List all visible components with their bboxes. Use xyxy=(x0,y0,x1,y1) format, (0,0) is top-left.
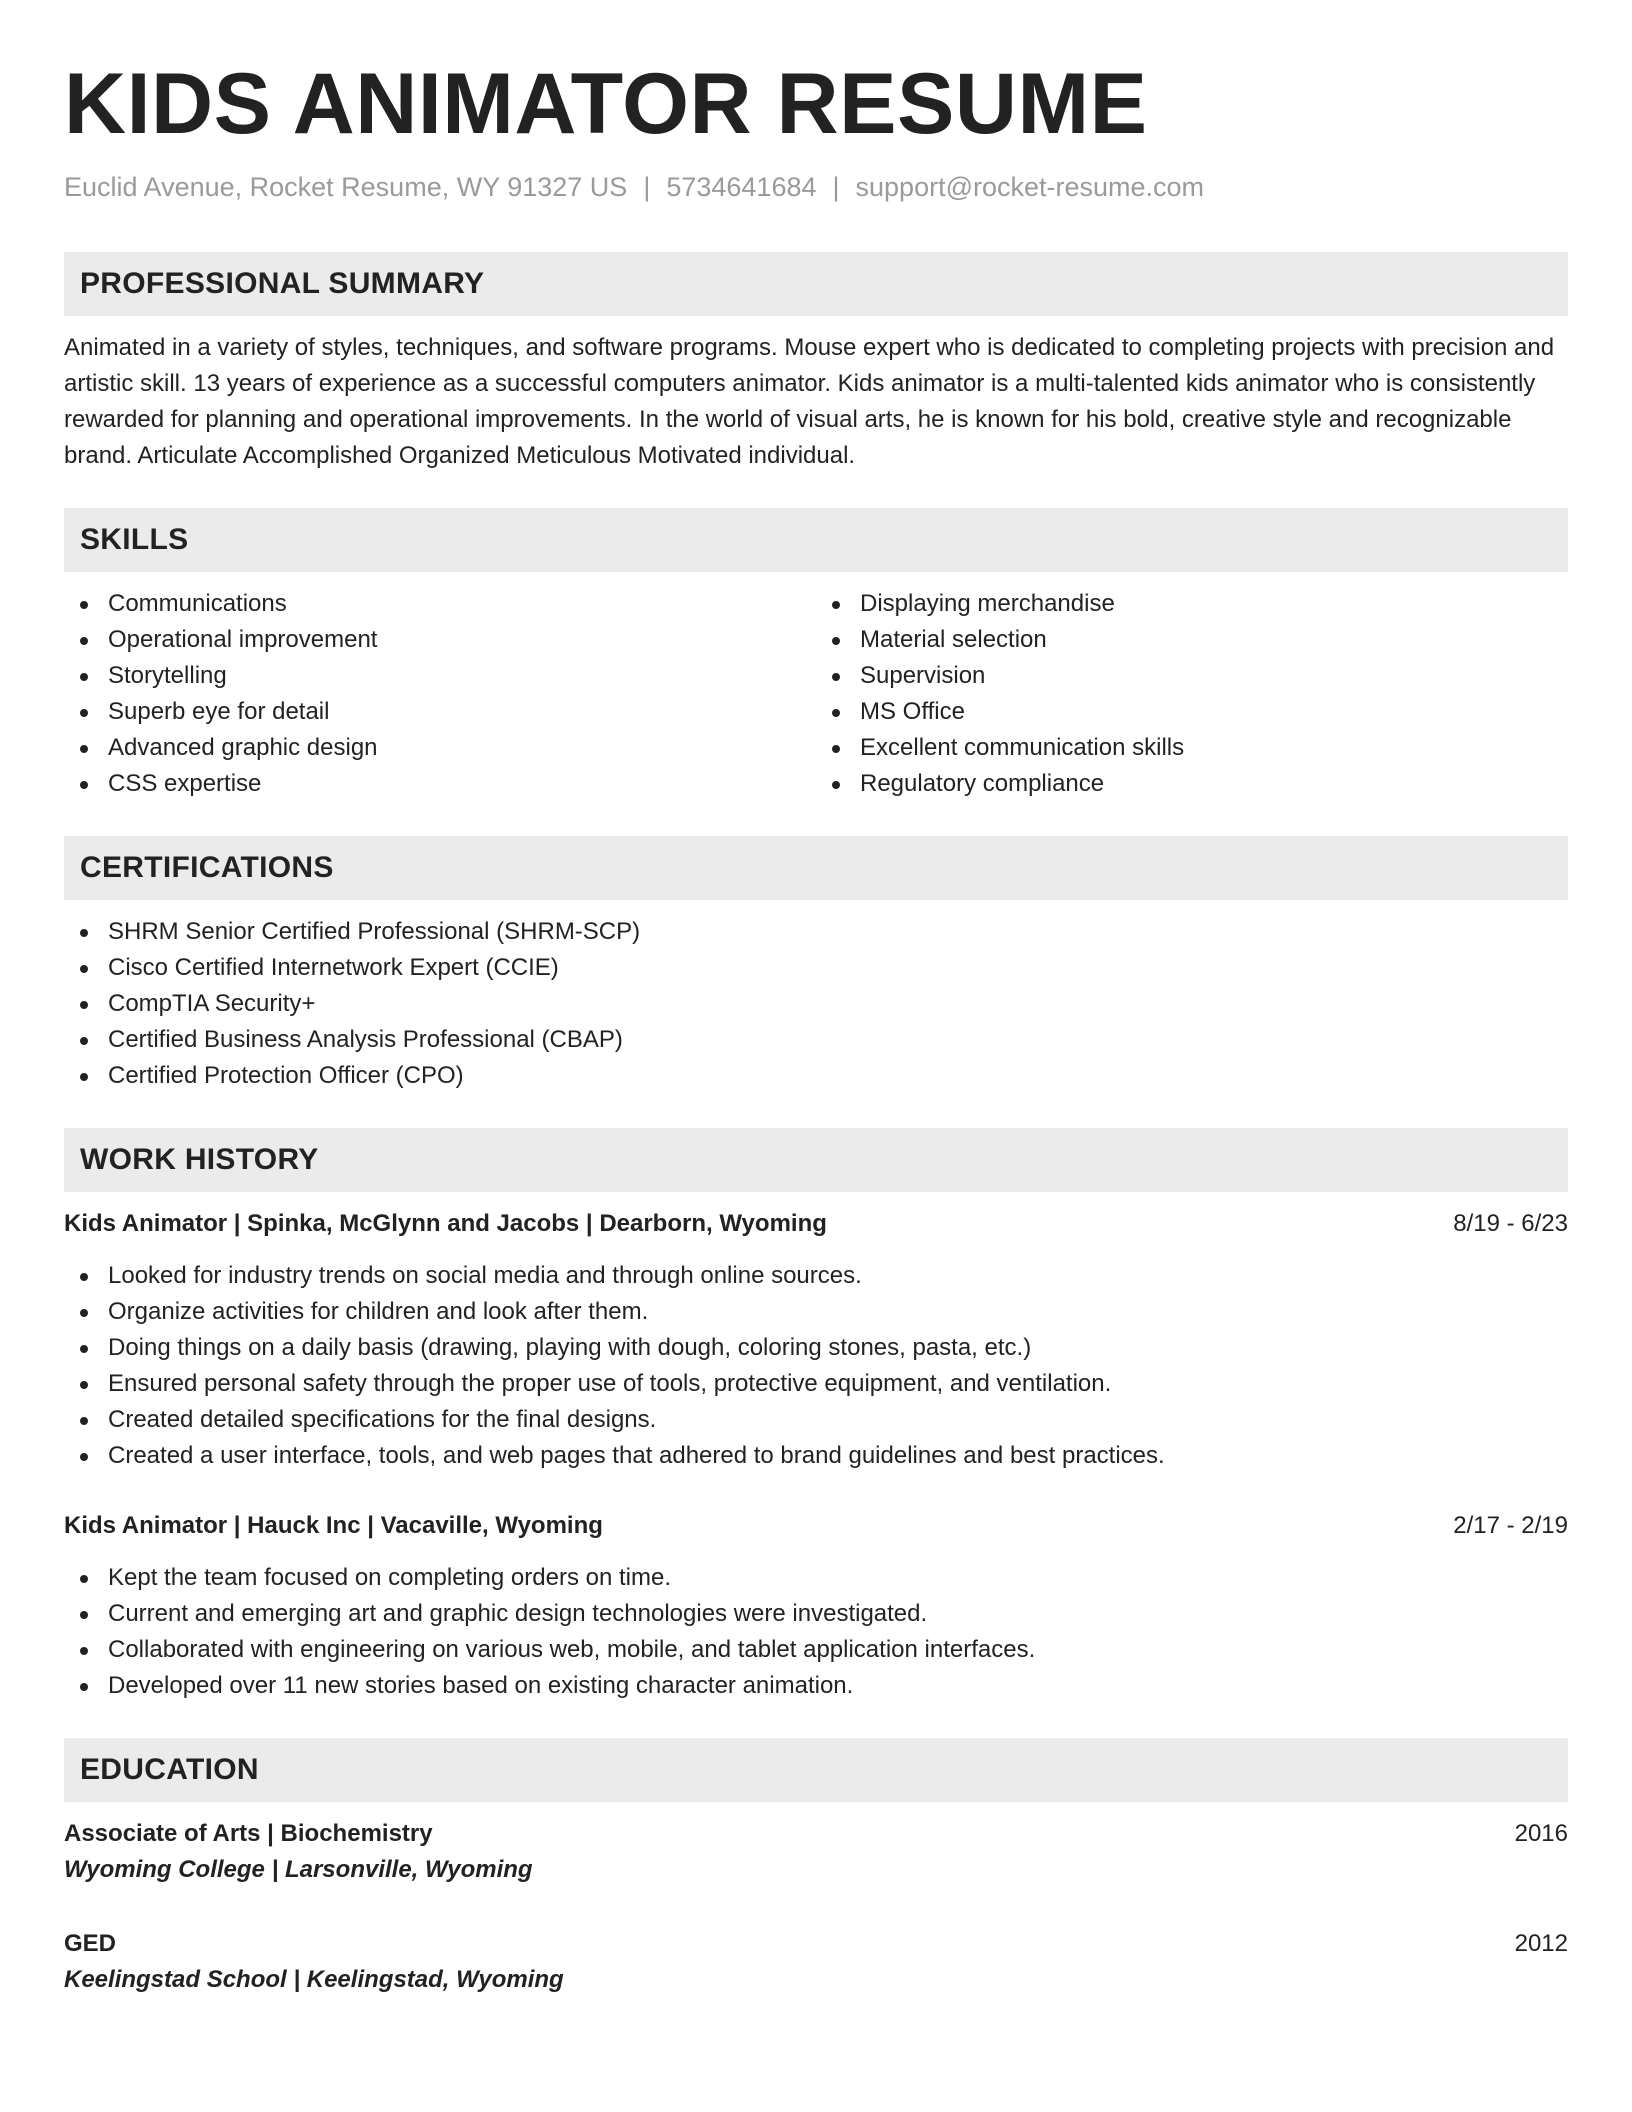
education-year: 2012 xyxy=(1514,1930,1568,1957)
job-bullets xyxy=(64,1258,1568,1474)
education-header xyxy=(64,1816,1568,1852)
job-title: Kids Animator | Hauck Inc | Vacaville, Wyoming xyxy=(64,1512,603,1539)
education-heading: EDUCATION xyxy=(64,1738,1568,1802)
skill-item: Communications xyxy=(64,586,816,622)
contact-separator: | xyxy=(832,172,840,202)
contact-separator: | xyxy=(643,172,651,202)
skill-item: MS Office xyxy=(816,694,1568,730)
education-entry xyxy=(64,1816,1568,1888)
job-entry xyxy=(64,1206,1568,1474)
skills-heading: SKILLS xyxy=(64,508,1568,572)
job-entry xyxy=(64,1508,1568,1704)
job-title: Kids Animator | Spinka, McGlynn and Jacobs | Dearborn, Wyoming xyxy=(64,1210,827,1237)
job-bullet: Looked for industry trends on social media and through online sources. xyxy=(64,1258,1568,1294)
job-bullet: Organize activities for children and look after them. xyxy=(64,1294,1568,1330)
certification-item: CompTIA Security+ xyxy=(64,986,1568,1022)
education-year: 2016 xyxy=(1514,1820,1568,1847)
skill-item: CSS expertise xyxy=(64,766,816,802)
job-bullet: Created detailed specifications for the final designs. xyxy=(64,1402,1568,1438)
certification-item: Certified Protection Officer (CPO) xyxy=(64,1058,1568,1094)
skill-item: Material selection xyxy=(816,622,1568,658)
job-bullet: Ensured personal safety through the proper use of tools, protective equipment, and ventilation. xyxy=(64,1366,1568,1402)
contact-phone: 5734641684 xyxy=(666,172,817,202)
skill-item: Supervision xyxy=(816,658,1568,694)
job-dates: 2/17 - 2/19 xyxy=(1453,1512,1568,1539)
contact-line xyxy=(64,170,1568,204)
skill-item: Superb eye for detail xyxy=(64,694,816,730)
job-bullet: Current and emerging art and graphic design technologies were investigated. xyxy=(64,1596,1568,1632)
resume-title: KIDS ANIMATOR RESUME xyxy=(64,56,1148,152)
skill-item: Regulatory compliance xyxy=(816,766,1568,802)
job-bullet: Collaborated with engineering on various web, mobile, and tablet application interfaces. xyxy=(64,1632,1568,1668)
summary-heading: PROFESSIONAL SUMMARY xyxy=(64,252,1568,316)
job-bullets xyxy=(64,1560,1568,1704)
skill-item: Storytelling xyxy=(64,658,816,694)
job-header xyxy=(64,1206,1568,1242)
certification-item: Certified Business Analysis Professional (CBAP) xyxy=(64,1022,1568,1058)
certification-item: Cisco Certified Internetwork Expert (CCIE) xyxy=(64,950,1568,986)
skill-item: Displaying merchandise xyxy=(816,586,1568,622)
skills-list xyxy=(64,586,1568,802)
contact-address: Euclid Avenue, Rocket Resume, WY 91327 US xyxy=(64,172,628,202)
education-entry xyxy=(64,1926,1568,1998)
education-header xyxy=(64,1926,1568,1962)
education-school: Keelingstad School | Keelingstad, Wyoming xyxy=(64,1966,564,1993)
certifications-list xyxy=(64,914,1568,1094)
education-degree: Associate of Arts | Biochemistry xyxy=(64,1820,433,1847)
certification-item: SHRM Senior Certified Professional (SHRM-SCP) xyxy=(64,914,1568,950)
summary-text: Animated in a variety of styles, techniques, and software programs. Mouse expert who is dedicated to completing projects with precision and artistic skill. 13 years of experience as a successful computers animator. Kids animator is a multi-talented kids animator who is consistently rewarded for planning and operational improvements. In the world of visual arts, he is known for his bold, creative style and recognizable brand. Articulate Accomplished Organized Meticulous Motivated individual. xyxy=(64,334,1555,469)
skill-item: Advanced graphic design xyxy=(64,730,816,766)
job-bullet: Doing things on a daily basis (drawing, playing with dough, coloring stones, pasta, etc.) xyxy=(64,1330,1568,1366)
education-degree: GED xyxy=(64,1930,117,1957)
job-dates: 8/19 - 6/23 xyxy=(1453,1210,1568,1237)
work-history-heading: WORK HISTORY xyxy=(64,1128,1568,1192)
skill-item: Excellent communication skills xyxy=(816,730,1568,766)
job-bullet: Kept the team focused on completing orders on time. xyxy=(64,1560,1568,1596)
contact-email: support@rocket-resume.com xyxy=(855,172,1205,202)
skills-column-right xyxy=(816,586,1568,802)
skills-column-left xyxy=(64,586,816,802)
job-bullet: Developed over 11 new stories based on existing character animation. xyxy=(64,1668,1568,1704)
skill-item: Operational improvement xyxy=(64,622,816,658)
job-header xyxy=(64,1508,1568,1544)
job-bullet: Created a user interface, tools, and web pages that adhered to brand guidelines and best practices. xyxy=(64,1438,1568,1474)
education-school: Wyoming College | Larsonville, Wyoming xyxy=(64,1856,533,1883)
certifications-heading: CERTIFICATIONS xyxy=(64,836,1568,900)
